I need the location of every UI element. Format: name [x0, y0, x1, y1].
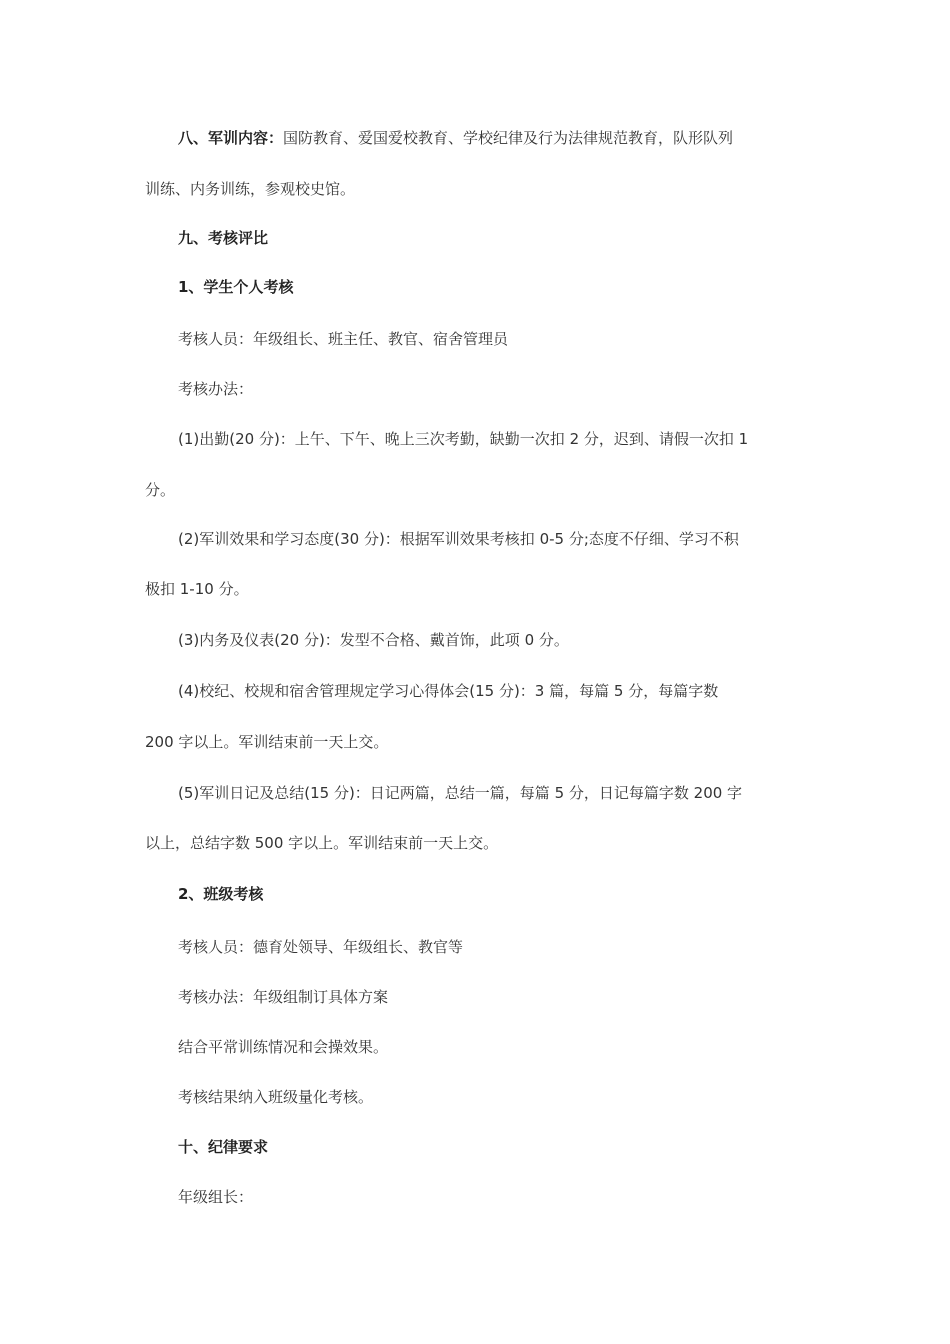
item-4-line-2: 200 字以上。军训结束前一天上交。 — [145, 733, 389, 751]
subsection-1-staff: 考核人员：年级组长、班主任、教官、宿舍管理员 — [178, 330, 509, 348]
section-10-heading: 十、纪律要求 — [178, 1138, 269, 1156]
section-8-text-continued: 训练、内务训练，参观校史馆。 — [145, 180, 356, 198]
section-9-heading: 九、考核评比 — [178, 229, 269, 247]
item-2-line-1: (2)军训效果和学习态度(30 分)：根据军训效果考核扣 0-5 分;态度不仔细、学习不积 — [178, 530, 739, 548]
item-4-line-1: (4)校纪、校规和宿舍管理规定学习心得体会(15 分)：3 篇，每篇 5 分，每篇字数 — [178, 682, 719, 700]
item-3-line-1: (3)内务及仪表(20 分)：发型不合格、戴首饰，此项 0 分。 — [178, 631, 569, 649]
subsection-2-heading: 2、班级考核 — [178, 885, 264, 903]
section-8-text: 国防教育、爱国爱校教育、学校纪律及行为法律规范教育，队形队列 — [283, 129, 734, 147]
subsection-2-result: 考核结果纳入班级量化考核。 — [178, 1088, 374, 1106]
subsection-1-heading: 1、学生个人考核 — [178, 278, 294, 296]
item-5-line-1: (5)军训日记及总结(15 分)：日记两篇，总结一篇，每篇 5 分，日记每篇字数 200 字 — [178, 784, 743, 802]
item-2-line-2: 极扣 1-10 分。 — [145, 580, 249, 598]
subsection-2-combine: 结合平常训练情况和会操效果。 — [178, 1038, 389, 1056]
section-10-grade-leader: 年级组长： — [178, 1188, 254, 1206]
item-1-line-1: (1)出勤(20 分)：上午、下午、晚上三次考勤，缺勤一次扣 2 分，迟到、请假一次扣 1 — [178, 430, 749, 448]
subsection-1-method: 考核办法： — [178, 380, 254, 398]
section-8-heading: 八、军训内容： — [178, 129, 284, 147]
subsection-2-method: 考核办法：年级组制订具体方案 — [178, 988, 389, 1006]
section-8-paragraph — [178, 128, 733, 148]
item-5-line-2: 以上，总结字数 500 字以上。军训结束前一天上交。 — [145, 834, 499, 852]
item-1-line-2: 分。 — [145, 481, 176, 499]
subsection-2-staff: 考核人员：德育处领导、年级组长、教官等 — [178, 938, 464, 956]
